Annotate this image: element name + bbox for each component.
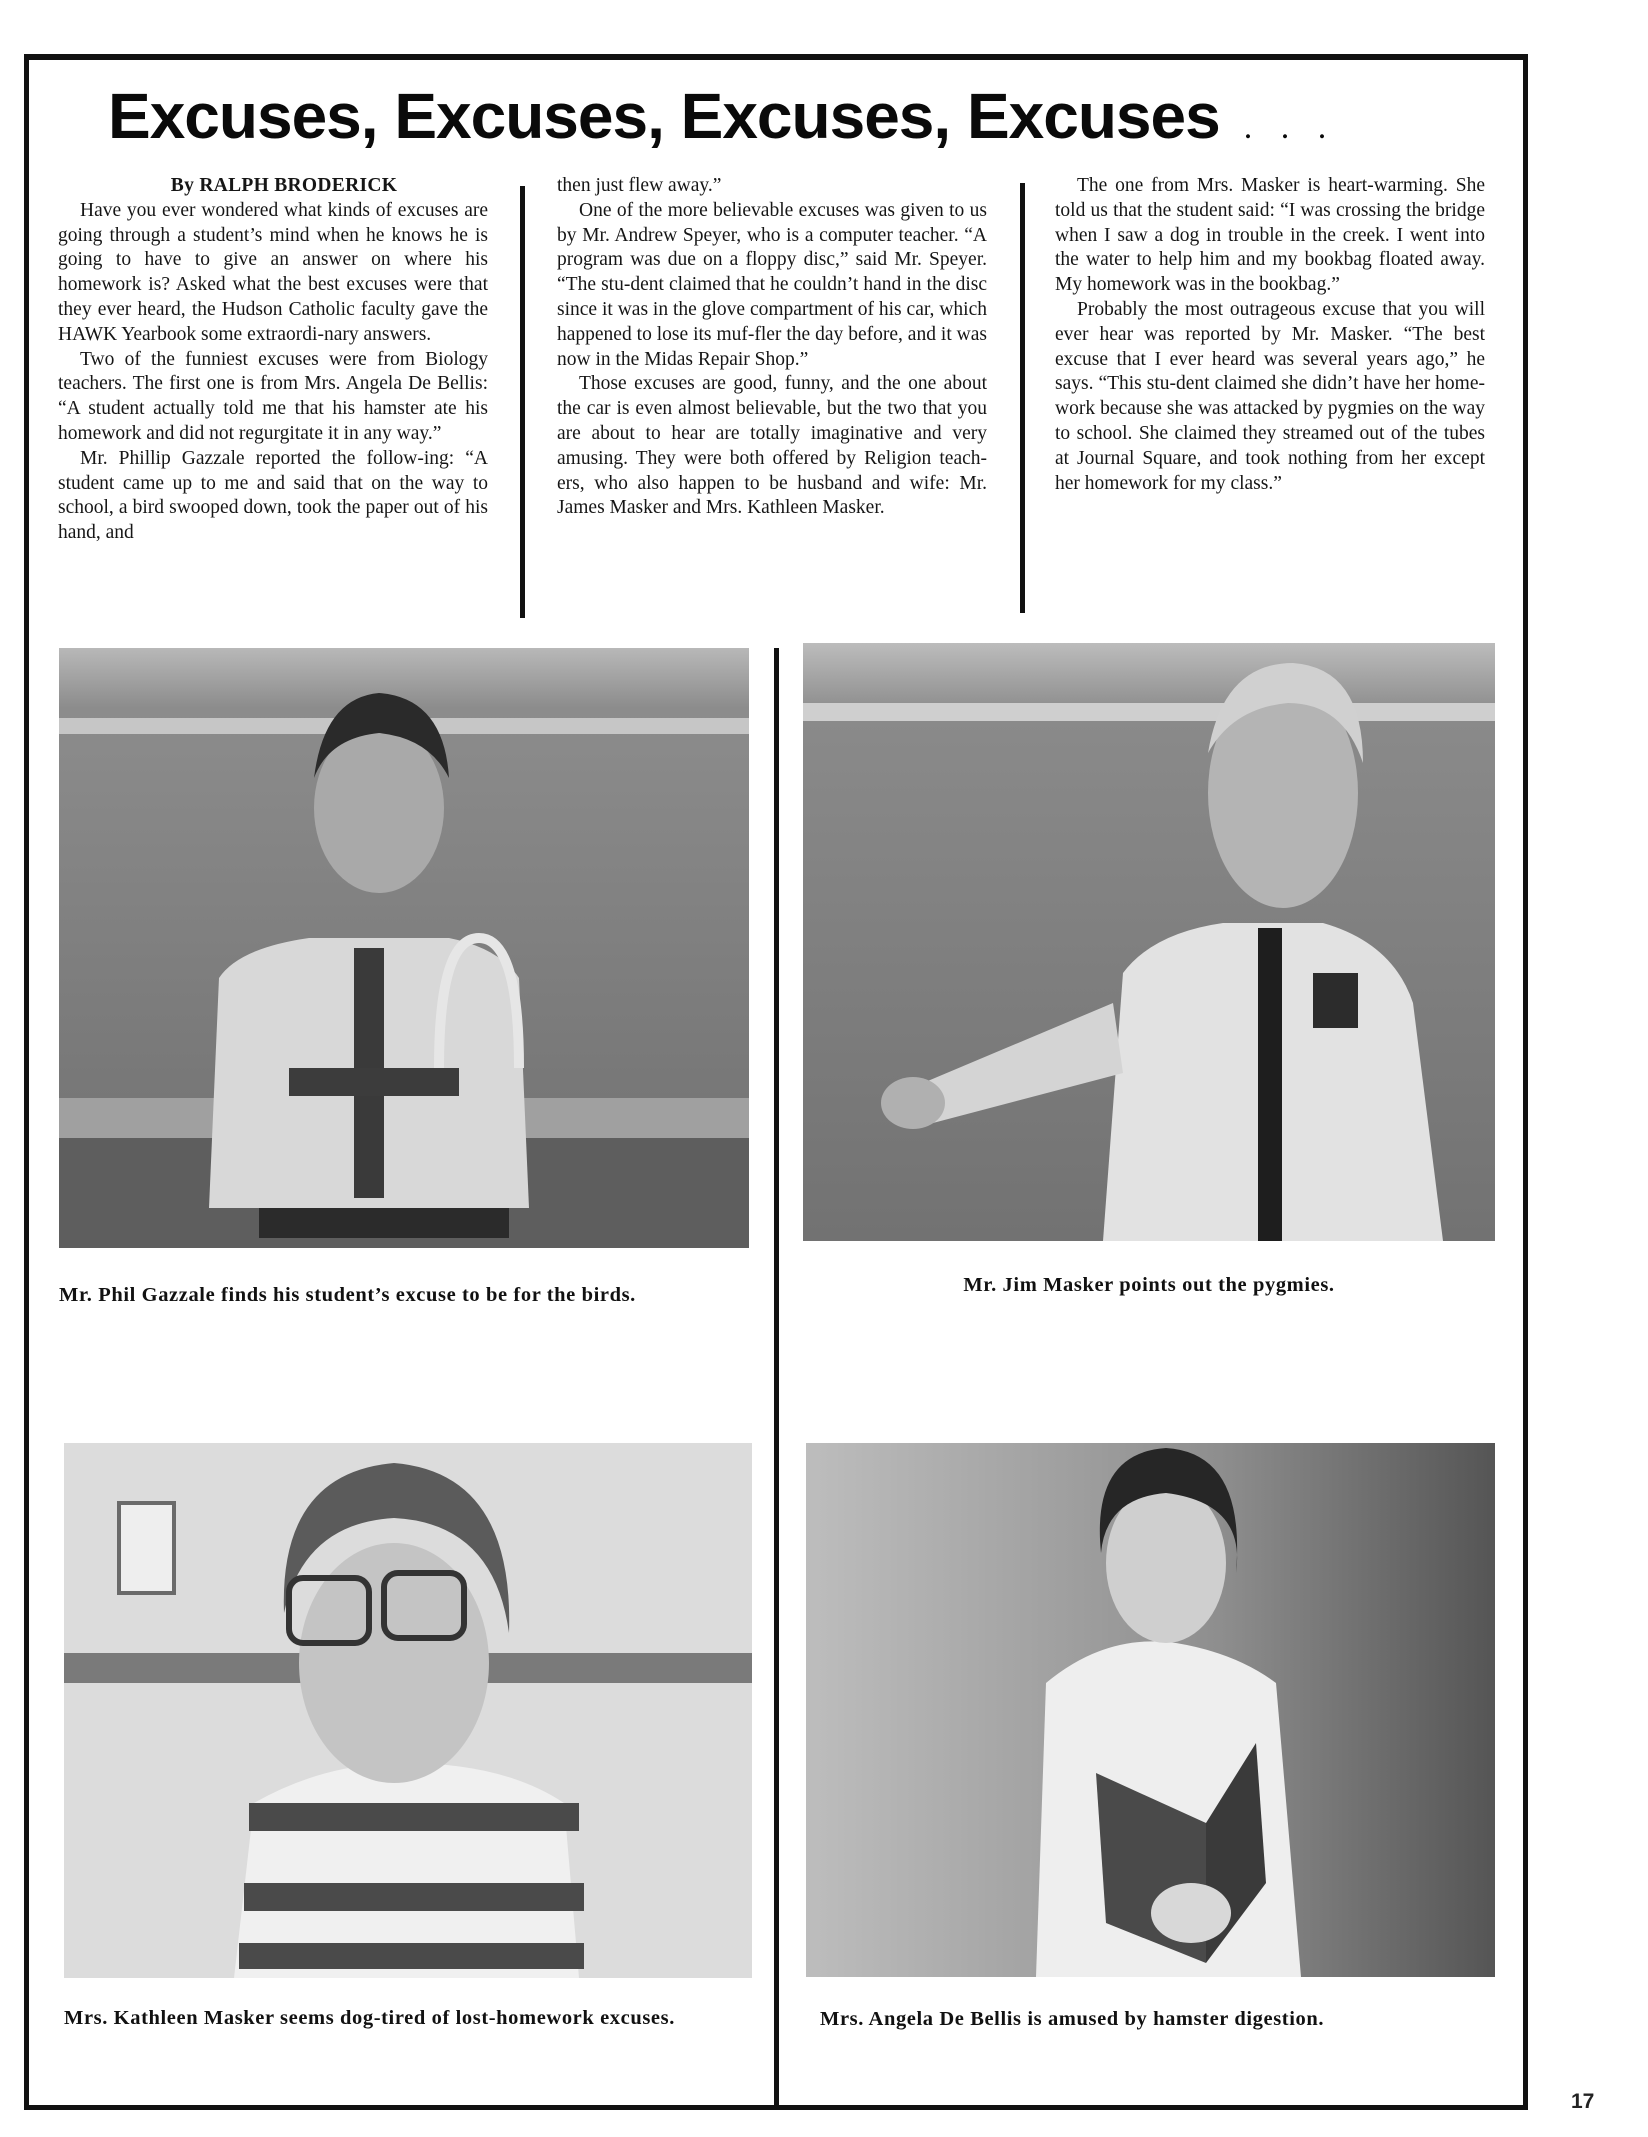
paragraph: The one from Mrs. Masker is heart-warming. She told us that the student said: “I was crossing the bridge when I saw a dog in trouble in the creek. I went into the water to help him and my bookbag floated away. My homework was in the bookbag.” <box>1055 175 1485 296</box>
photo-image <box>803 643 1495 1241</box>
paragraph: Two of the funniest excuses were from Biology teachers. The first one is from Mrs. Angela De Bellis: “A student actually told me that his hamster ate his homework and did not regurgitate it in any way.” <box>58 348 488 444</box>
photo-teacher-with-book <box>806 1443 1495 1977</box>
photo-teacher-pointing <box>803 643 1495 1241</box>
paragraph: Mr. Phillip Gazzale reported the follow-ing: “A student came up to me and said that on the way to school, a bird swooped down, took the paper out of his hand, and <box>58 447 488 544</box>
photo-image <box>806 1443 1495 1977</box>
caption-teacher-with-book: Mrs. Angela De Bellis is amused by hamster digestion. <box>820 2008 1325 2030</box>
paragraph: then just flew away.” <box>557 175 722 196</box>
byline: By RALPH BRODERICK <box>170 175 398 196</box>
column-divider <box>520 186 525 618</box>
photo-teacher-striped-shirt <box>64 1443 752 1978</box>
text-column-2 <box>557 174 987 521</box>
column-divider <box>1020 183 1025 613</box>
page-number: 17 <box>1571 2090 1595 2113</box>
paragraph: Have you ever wondered what kinds of excuses are going through a student’s mind when he knows he is going to have to give an answer on where his homework is? Asked what the best excuses were that they ever heard, the Hudson Catholic faculty gave the HAWK Yearbook some extraordi-nary answers. <box>58 199 488 345</box>
caption-teacher-striped-shirt: Mrs. Kathleen Masker seems dog-tired of lost-homework excuses. <box>64 2007 675 2029</box>
photo-teacher-at-sink <box>59 648 749 1248</box>
photo-grid-divider <box>774 648 779 2110</box>
text-column-3 <box>1055 174 1485 496</box>
photo-image <box>59 648 749 1248</box>
text-column-1 <box>58 174 488 546</box>
caption-teacher-pointing: Mr. Jim Masker points out the pygmies. <box>963 1274 1335 1296</box>
photo-image <box>64 1443 752 1978</box>
paragraph: One of the more believable excuses was given to us by Mr. Andrew Speyer, who is a computer teacher. “A program was due on a floppy disc,” said Mr. Speyer. “The stu-dent claimed that he couldn’t hand in the disc since it was in the glove compartment of his car, which happened to lose its muf-fler the day before, and it was now in the Midas Repair Shop.” <box>557 199 987 370</box>
paragraph: Probably the most outrageous excuse that you will ever hear was reported by Mr. Masker. “The best excuse that I ever heard was several years ago,” he says. “This stu-dent claimed she didn’t have her home-work because she was attacked by pygmies on the way to school. She claimed they streamed out of the tubes at Journal Square, and took nothing from her except her homework for my class.” <box>1055 298 1485 494</box>
paragraph: Those excuses are good, funny, and the one about the car is even almost believable, but the two that you are about to hear are totally imaginative and very amusing. They were both offered by Religion teach-ers, who also happen to be husband and wife: Mr. James Masker and Mrs. Kathleen Masker. <box>557 373 987 519</box>
title-ellipsis: . . . <box>1243 109 1337 146</box>
title-text: Excuses, Excuses, Excuses, Excuses <box>108 80 1220 152</box>
article-title <box>108 80 1337 152</box>
caption-teacher-at-sink: Mr. Phil Gazzale finds his student’s excuse to be for the birds. <box>59 1284 636 1306</box>
